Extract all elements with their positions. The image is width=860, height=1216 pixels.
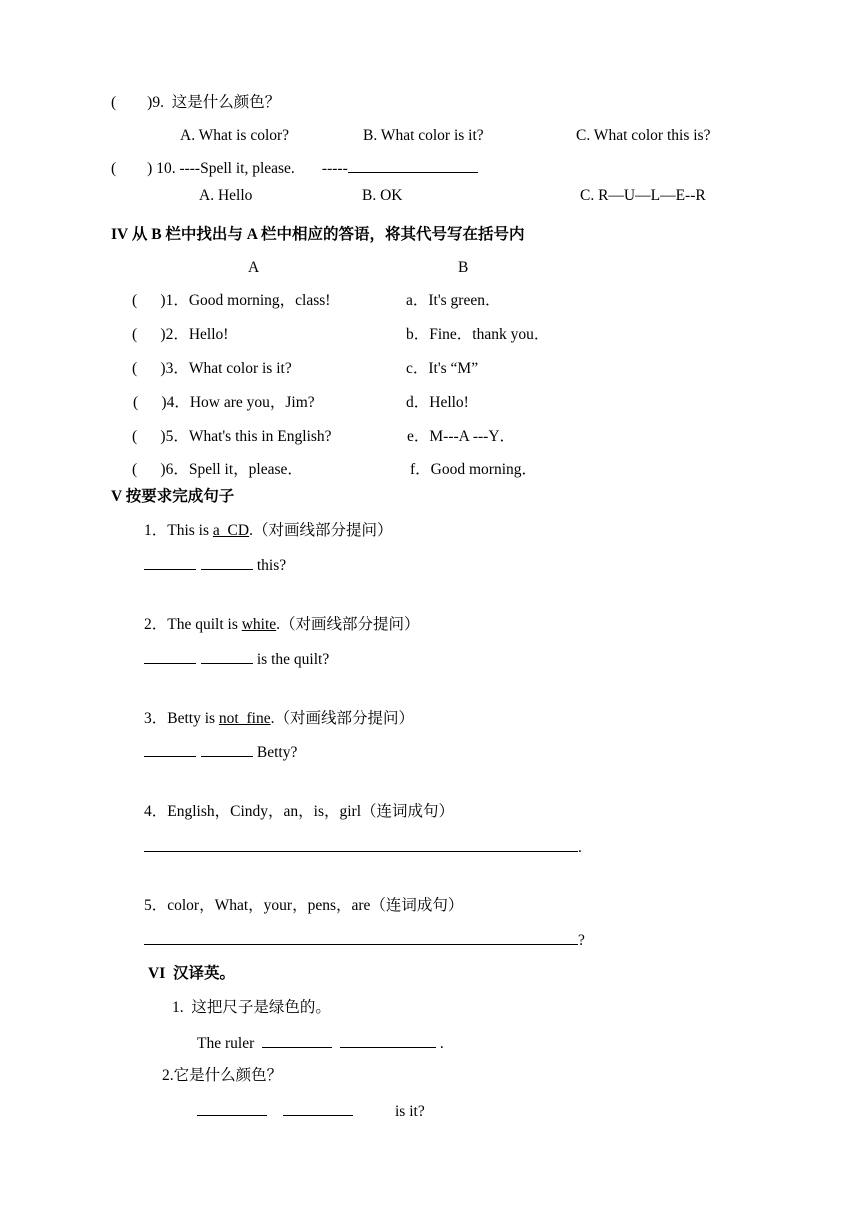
answer-blank[interactable] — [144, 554, 196, 570]
answer-blank[interactable] — [201, 554, 253, 570]
sentence-1-post: .（对画线部分提问） — [249, 522, 393, 539]
match-a-4: ( )4．How are you，Jim? — [133, 394, 315, 411]
match-a-5: ( )5．What's this in English? — [132, 428, 332, 445]
q9-option-a: A. What is color? — [180, 127, 290, 144]
sentence-2-underlined: white — [241, 616, 277, 633]
sentence-3-prompt — [144, 709, 414, 729]
answer-blank[interactable] — [144, 741, 196, 757]
answer-blank[interactable] — [340, 1032, 436, 1048]
sentence-3-pre: 3．Betty is — [144, 710, 219, 727]
sentence-3-answer — [144, 741, 297, 763]
sentence-2-post: .（对画线部分提问） — [276, 616, 420, 633]
translate-1-pre: The ruler — [197, 1035, 262, 1052]
answer-line[interactable] — [144, 929, 578, 945]
sentence-4-answer — [144, 836, 582, 858]
sentence-3-underlined: not fine — [218, 710, 271, 727]
q9-stem: ( )9. 这是什么颜色？ — [111, 94, 281, 111]
sentence-4-prompt: 4．English，Cindy，an，is，girl（连词成句） — [144, 803, 455, 820]
q10-option-c: C. R—U—L—E--R — [580, 187, 706, 204]
sentence-5-end: ? — [578, 932, 585, 949]
translate-1-end: . — [435, 1035, 444, 1052]
translate-1-chinese: 1. 这把尺子是绿色的。 — [172, 999, 331, 1016]
sentence-3-post: .（对画线部分提问） — [270, 710, 414, 727]
sentence-1-pre: 1．This is — [144, 522, 213, 539]
match-a-6: ( )6．Spell it，please． — [132, 461, 303, 478]
q10-answer-blank[interactable] — [348, 157, 478, 173]
q10-stem-text: ( ) 10. ----Spell it, please. ----- — [111, 160, 348, 177]
section-4-title: IV 从 B 栏中找出与 A 栏中相应的答语，将其代号写在括号内 — [111, 226, 525, 243]
translate-2-chinese: 2.它是什么颜色？ — [162, 1067, 283, 1084]
match-b-3: c．It's “M” — [406, 360, 479, 377]
translate-2-end: is it? — [395, 1103, 425, 1120]
sentence-2-tail: is the quilt? — [253, 651, 330, 668]
q10-option-a: A. Hello — [199, 187, 253, 204]
sentence-1-answer — [144, 554, 286, 576]
section-4-col-a-header: A — [248, 259, 260, 276]
answer-blank[interactable] — [144, 648, 196, 664]
sentence-5-prompt: 5．color，What，your，pens，are（连词成句） — [144, 897, 464, 914]
sentence-5-answer — [144, 929, 585, 951]
match-b-5: e．M---A ---Y． — [407, 428, 516, 445]
answer-blank[interactable] — [201, 741, 253, 757]
match-b-6: f．Good morning． — [410, 461, 538, 478]
match-a-1: ( )1．Good morning，class! — [132, 292, 331, 309]
answer-line[interactable] — [144, 836, 578, 852]
sentence-2-prompt — [144, 615, 420, 635]
sentence-1-prompt — [144, 521, 392, 541]
q9-option-b: B. What color is it? — [363, 127, 484, 144]
match-a-3: ( )3．What color is it? — [132, 360, 292, 377]
sentence-1-tail: this? — [253, 557, 287, 574]
answer-blank[interactable] — [197, 1100, 267, 1116]
sentence-1-underlined: a CD — [212, 522, 250, 539]
answer-blank[interactable] — [283, 1100, 353, 1116]
sentence-4-end: . — [578, 839, 582, 856]
sentence-2-pre: 2．The quilt is — [144, 616, 242, 633]
match-b-1: a．It's green． — [406, 292, 501, 309]
sentence-2-answer — [144, 648, 329, 670]
section-6-title: VI 汉译英。 — [148, 965, 235, 982]
q9-option-c: C. What color this is? — [576, 127, 711, 144]
section-5-title: V 按要求完成句子 — [111, 488, 235, 505]
translate-1-answer — [197, 1032, 444, 1054]
sentence-3-tail: Betty? — [253, 744, 298, 761]
answer-blank[interactable] — [201, 648, 253, 664]
q10-stem — [111, 157, 478, 179]
section-4-col-b-header: B — [458, 259, 469, 276]
translate-2-answer — [197, 1100, 425, 1122]
match-a-2: ( )2．Hello! — [132, 326, 229, 343]
match-b-2: b．Fine．thank you． — [406, 326, 550, 343]
q10-option-b: B. OK — [362, 187, 403, 204]
match-b-4: d．Hello! — [406, 394, 469, 411]
answer-blank[interactable] — [262, 1032, 332, 1048]
